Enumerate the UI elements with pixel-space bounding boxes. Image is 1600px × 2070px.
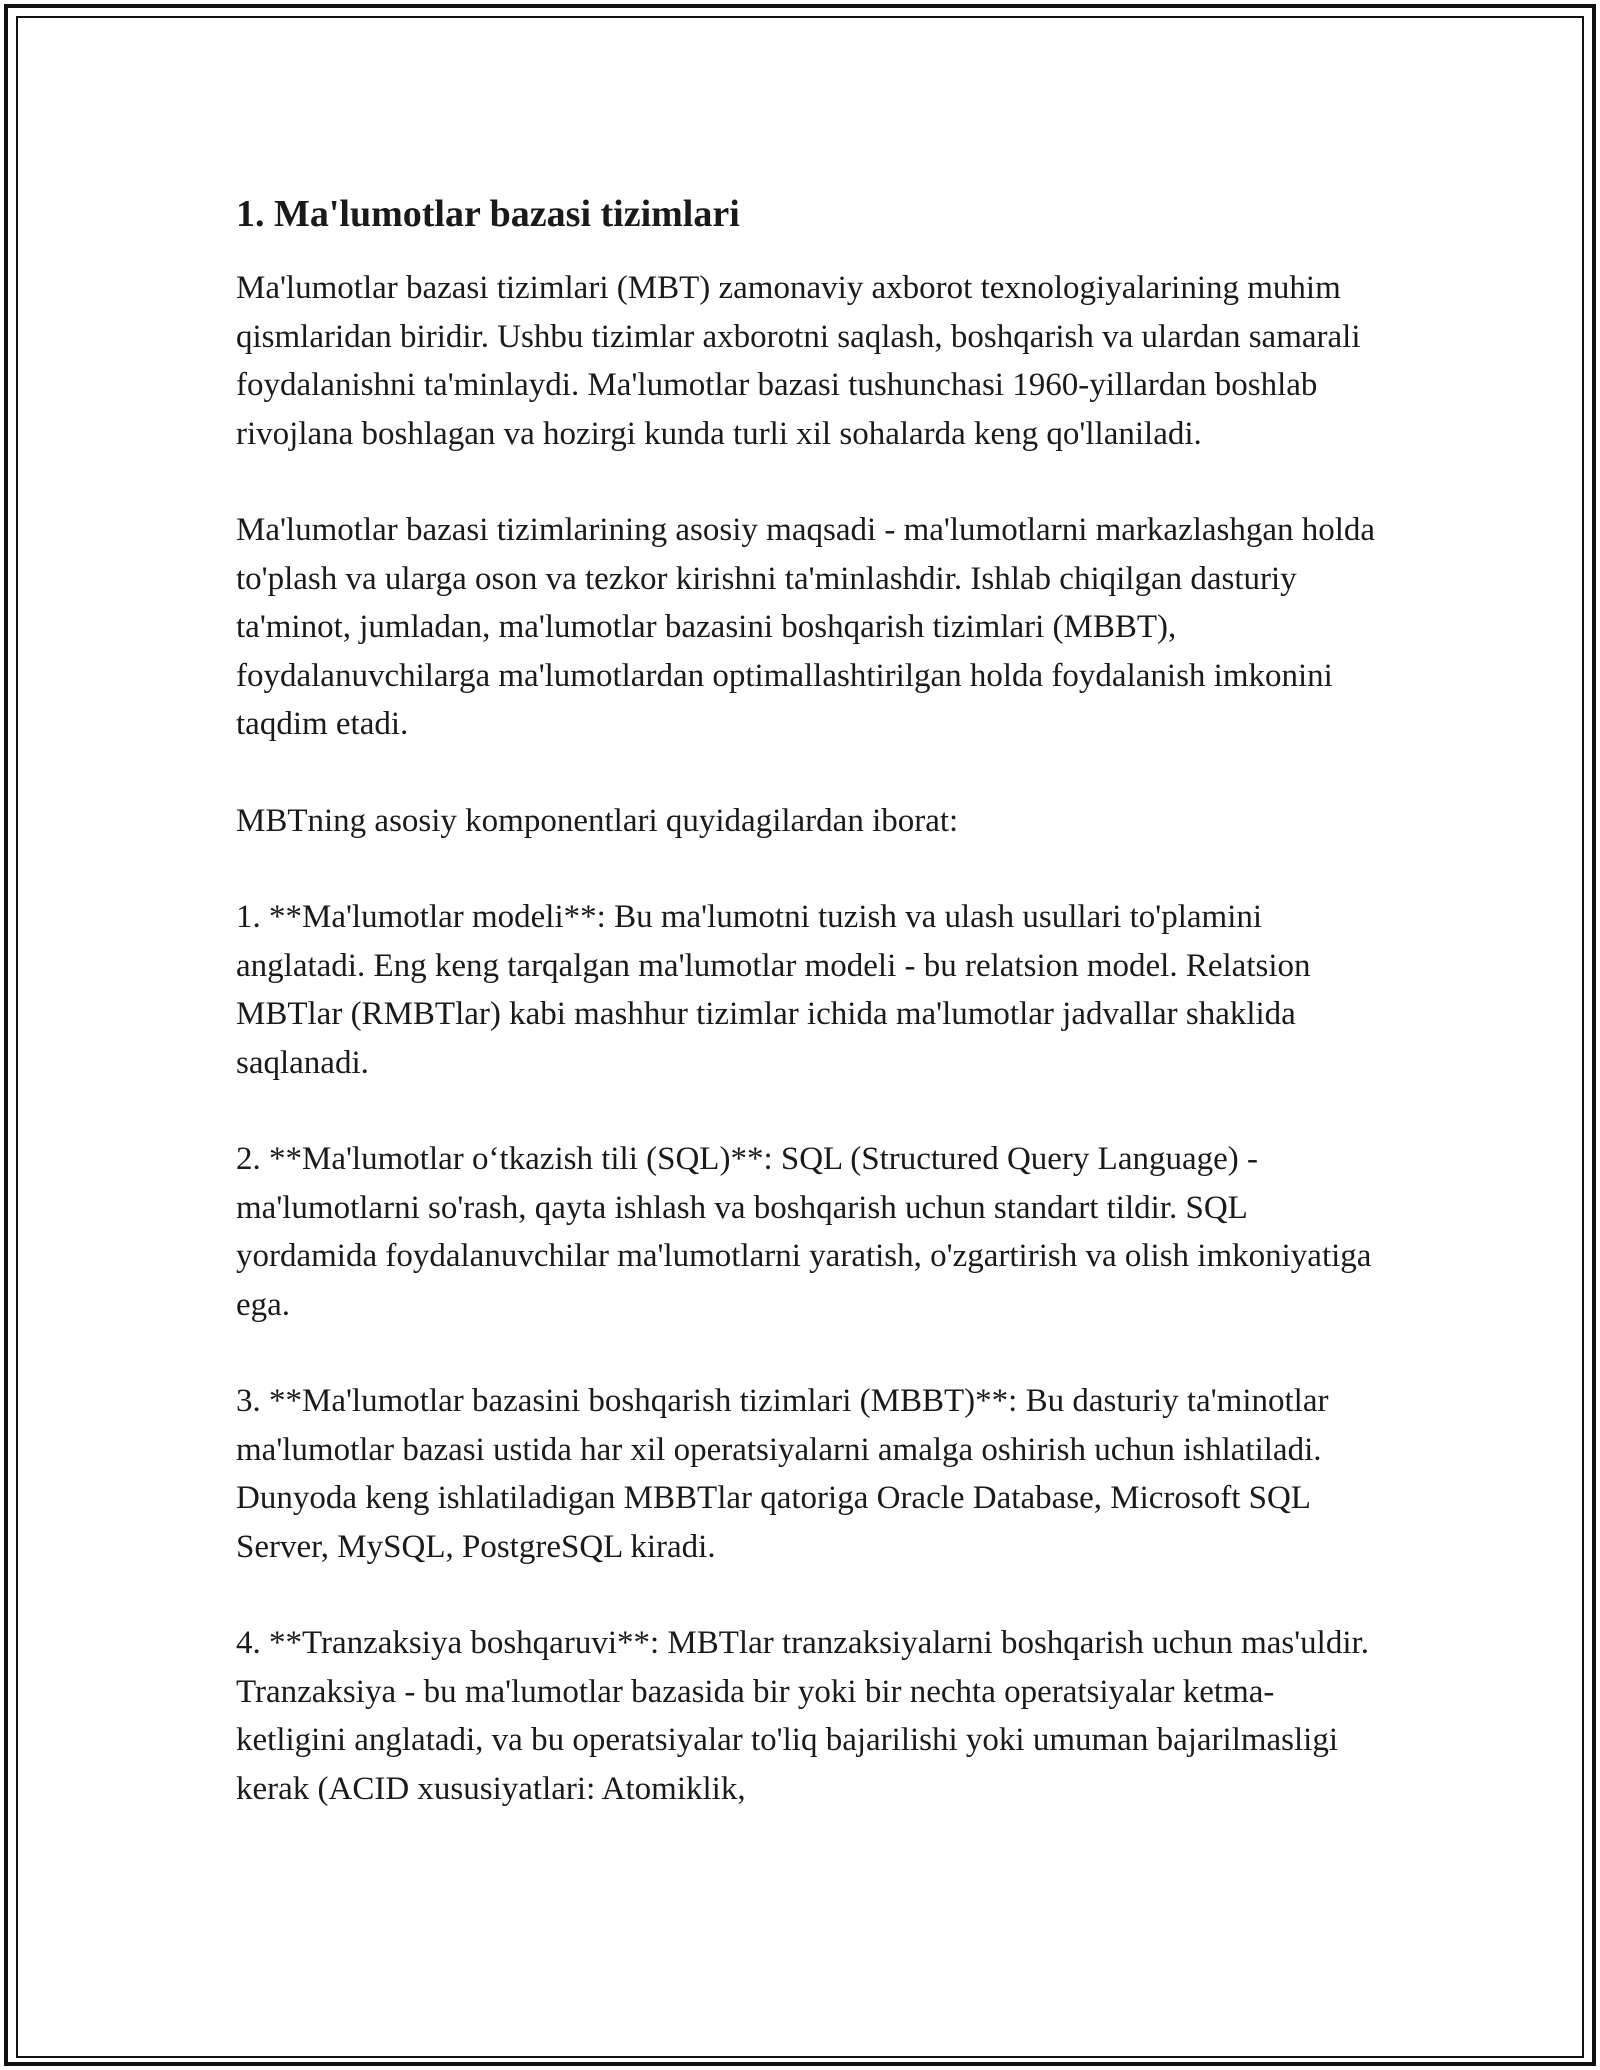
list-item-data-model: 1. **Ma'lumotlar modeli**: Bu ma'lumotni tuzish va ulash usullari to'plamini anglatadi. Eng keng tarqalgan ma'lumotlar modeli - bu relatsion model. Relatsion MBTlar (RMBTlar) kabi mashhur tizimlar ichida ma'lumotlar jadvallar shaklida saqlanadi. <box>236 899 1311 1081</box>
paragraph-purpose: Ma'lumotlar bazasi tizimlarining asosiy maqsadi - ma'lumotlarni markazlashgan holda to'plash va ularga oson va tezkor kirishni ta'minlashdir. Ishlab chiqilgan dasturiy ta'minot, jumladan, ma'lumotlar bazasini boshqarish tizimlari (MBBT), foydalanuvchilarga ma'lumotlardan optimallashtirilgan holda foydalanish imkonini taqdim etadi. <box>236 512 1376 742</box>
list-item-dbms: 3. **Ma'lumotlar bazasini boshqarish tizimlari (MBBT)**: Bu dasturiy ta'minotlar ma'lumotlar bazasi ustida har xil operatsiyalarni amalga oshirish uchun ishlatiladi. Dunyoda keng ishlatiladigan MBBTlar qatoriga Oracle Database, Microsoft SQL Server, MySQL, PostgreSQL kiradi. <box>236 1383 1329 1565</box>
list-item-sql: 2. **Ma'lumotlar o‘tkazish tili (SQL)**: SQL (Structured Query Language) - ma'lumotlarni so'rash, qayta ishlash va boshqarish uchun standart tildir. SQL yordamida foydalanuvchilar ma'lumotlarni yaratish, o'zgartirish va olish imkoniyatiga ega. <box>236 1141 1372 1323</box>
document-body <box>236 188 1376 1861</box>
list-item-transactions: 4. **Tranzaksiya boshqaruvi**: MBTlar tranzaksiyalarni boshqarish uchun mas'uldir. Tranzaksiya - bu ma'lumotlar bazasida bir yoki bir nechta operatsiyalar ketma-ketligini anglatadi, va bu operatsiyalar to'liq bajarilishi yoki umuman bajarilmasligi kerak (ACID xususiyatlari: Atomiklik, <box>236 1625 1369 1807</box>
paragraph-intro: Ma'lumotlar bazasi tizimlari (MBT) zamonaviy axborot texnologiyalarining muhim qismlaridan biridir. Ushbu tizimlar axborotni saqlash, boshqarish va ulardan samarali foydalanishni ta'minlaydi. Ma'lumotlar bazasi tushunchasi 1960-yillardan boshlab rivojlana boshlagan va hozirgi kunda turli xil sohalarda keng qo'llaniladi. <box>236 270 1361 452</box>
paragraph-components-intro: MBTning asosiy komponentlari quyidagilardan iborat: <box>236 802 959 839</box>
section-heading: 1. Ma'lumotlar bazasi tizimlari <box>236 193 740 235</box>
